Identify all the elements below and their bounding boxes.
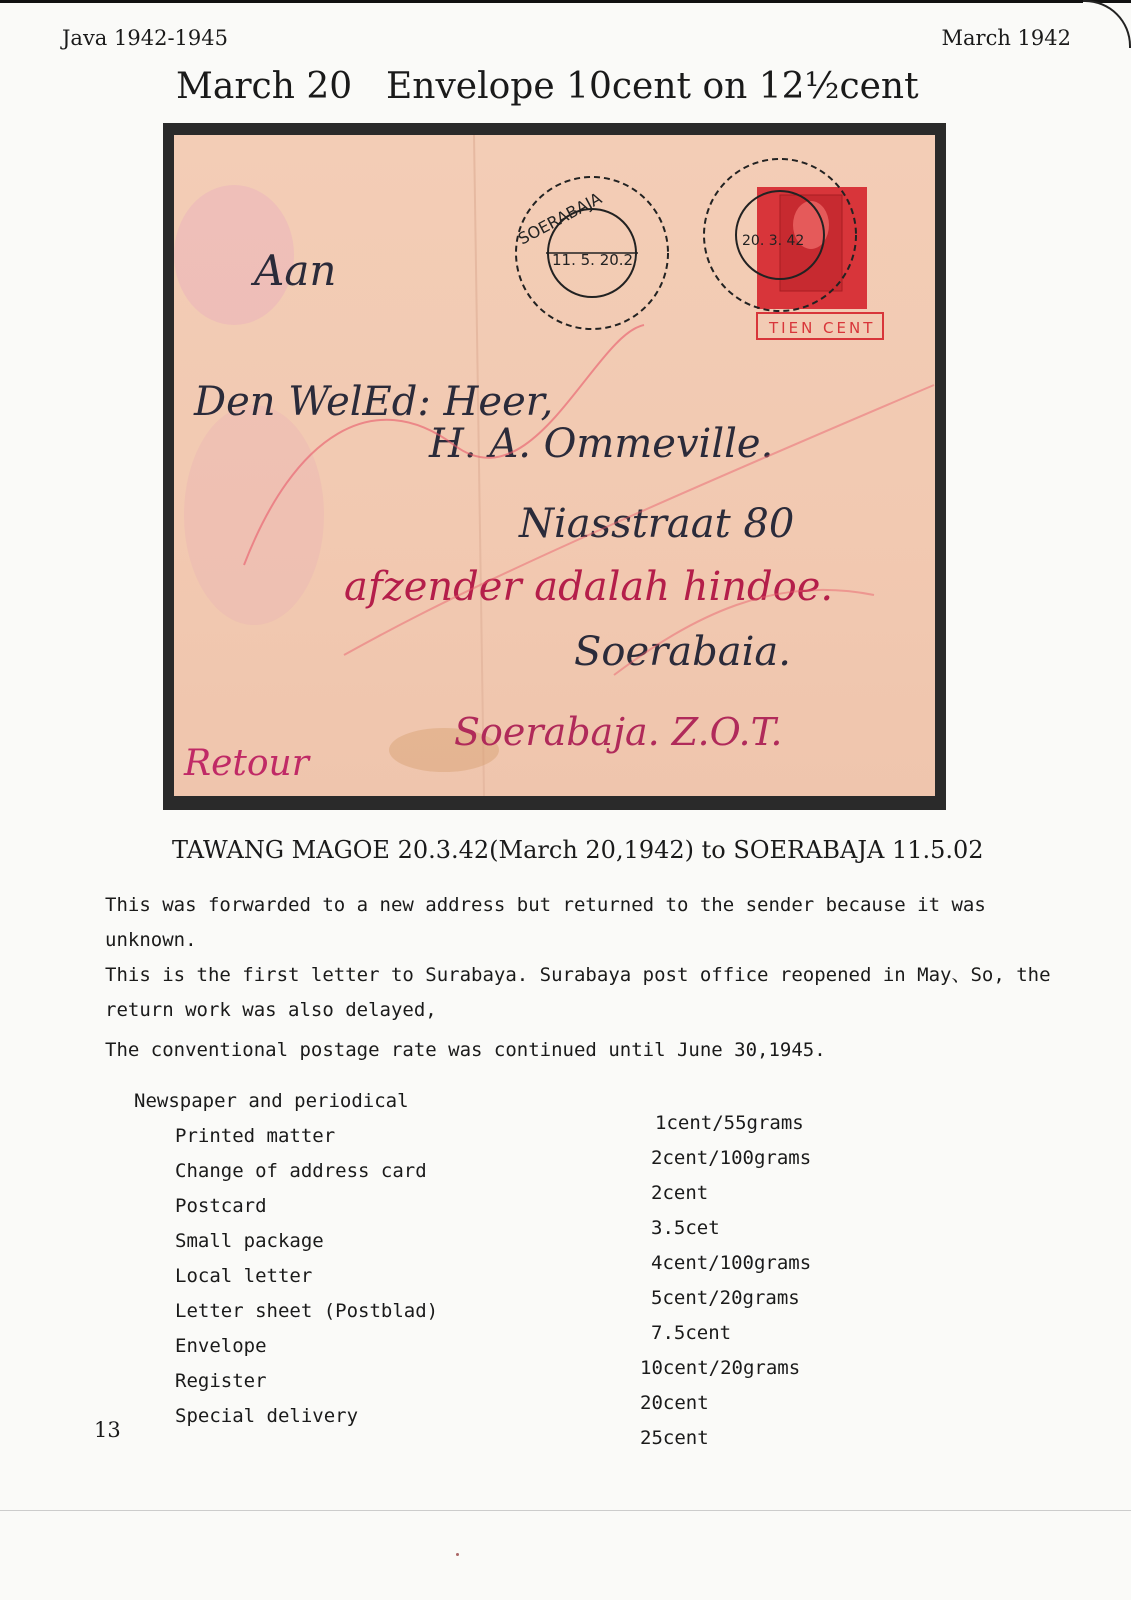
envelope-image	[174, 135, 935, 796]
description-line-3: return work was also delayed,	[105, 999, 437, 1021]
rate-row	[0, 1103, 1131, 1169]
stamp-surcharge: TIEN CENT	[769, 319, 876, 337]
rate-value: 2cent/100grams	[651, 1147, 812, 1169]
rate-value: 2cent	[651, 1182, 709, 1204]
header-right: March 1942	[941, 26, 1071, 50]
address-line-3: H. A. Ommeville.	[429, 421, 774, 467]
retour-note: Retour	[184, 743, 309, 784]
red-annotation: afzender adalah hindoe.	[344, 564, 834, 610]
rate-label: Letter sheet (Postblad)	[175, 1300, 439, 1322]
description-line-2: This is the first letter to Surabaya. Surabaya post office reopened in May、So, the	[105, 964, 1051, 986]
forwarding-line: Soerabaja. Z.O.T.	[454, 710, 783, 754]
soerabaja-postmark-name: SOERABAJA	[514, 188, 605, 249]
envelope-scan	[163, 123, 946, 810]
header-left: Java 1942-1945	[62, 26, 228, 50]
rate-label: Printed matter	[175, 1125, 336, 1147]
rate-value: 10cent/20grams	[640, 1357, 801, 1379]
rate-row	[0, 1173, 1131, 1239]
rate-label: Register	[175, 1370, 267, 1392]
rate-label: Newspaper and periodical	[134, 1090, 409, 1112]
rate-row	[0, 1208, 1131, 1274]
description-line-1: This was forwarded to a new address but returned to the sender because it was unknown.	[105, 894, 986, 951]
address-line-4: Niasstraat 80	[519, 501, 795, 547]
rate-row	[0, 1068, 1131, 1134]
rate-row	[0, 1348, 1131, 1414]
page-corner	[1083, 0, 1131, 48]
rate-value: 25cent	[640, 1427, 709, 1449]
title-subject: Envelope 10cent on 12½cent	[386, 66, 919, 107]
rate-row	[0, 1313, 1131, 1379]
scan-speck	[456, 1553, 459, 1556]
page-top-edge	[0, 0, 1131, 3]
rate-value: 20cent	[640, 1392, 709, 1414]
address-line-5: Soerabaia.	[574, 629, 791, 675]
rate-value: 5cent/20grams	[651, 1287, 800, 1309]
rate-value: 7.5cent	[651, 1322, 732, 1344]
address-line-2: Den WelEd: Heer,	[194, 379, 554, 425]
rate-label: Change of address card	[175, 1160, 427, 1182]
page-title	[176, 66, 919, 107]
page-number: 13	[94, 1418, 121, 1442]
rate-label: Postcard	[175, 1195, 267, 1217]
rate-row	[0, 1243, 1131, 1309]
rate-label: Small package	[175, 1230, 324, 1252]
rate-label: Local letter	[175, 1265, 313, 1287]
description-paragraph	[105, 888, 1085, 1028]
rate-row	[0, 1138, 1131, 1204]
rate-label: Special delivery	[175, 1405, 359, 1427]
rate-value: 1cent/55grams	[655, 1112, 804, 1134]
cover-caption: TAWANG MAGOE 20.3.42(March 20,1942) to SOERABAJA 11.5.02	[172, 836, 984, 864]
tawang-postmark-date: 20. 3. 42	[742, 233, 805, 249]
address-line-1: Aan	[254, 246, 337, 295]
rate-value: 4cent/100grams	[651, 1252, 812, 1274]
title-date: March 20	[176, 66, 353, 107]
rates-intro: The conventional postage rate was continued until June 30,1945.	[105, 1039, 826, 1061]
rate-value: 3.5cet	[651, 1217, 720, 1239]
rate-label: Envelope	[175, 1335, 267, 1357]
envelope-illustration	[174, 135, 935, 796]
postage-stamp	[757, 187, 883, 339]
page-bottom-edge	[0, 1510, 1131, 1511]
soerabaja-postmark-date: 11. 5. 20.2	[552, 251, 634, 269]
rate-row	[0, 1278, 1131, 1344]
